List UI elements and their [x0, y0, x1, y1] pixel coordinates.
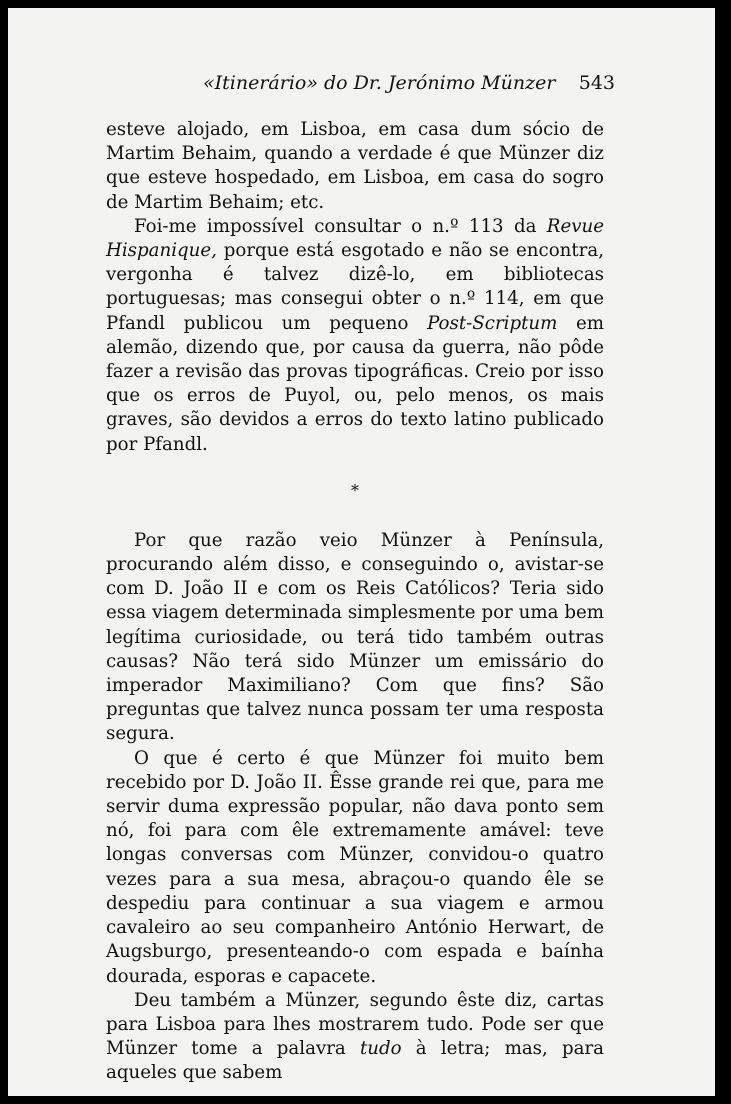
paragraph-2: Foi-me impossível consultar o n.º 113 da Revue Hispanique, porque está esgotado e não se encontra, vergonha é talvez dizê-lo, em bibliotecas portuguesas; mas consegui obter o n.º 114, em que Pfandl publicou um pequeno Post-Scriptum em alemão, dizendo que, por causa da guerra, não pôde fazer a revisão das provas tipográficas. Creio por isso que os erros de Puyol, ou, pelo menos, os mais graves, são devidos a erros do texto latino publicado por Pfandl. — [106, 215, 604, 455]
page-body — [106, 118, 604, 1086]
section-separator: * — [351, 480, 359, 500]
paragraph-5: Deu também a Münzer, segundo êste diz, cartas para Lisboa para lhes mostrarem tudo. Pode ser que Münzer tome a palavra tudo à letra; mas, para aqueles que sabem — [106, 989, 604, 1084]
page-number: 543 — [578, 72, 615, 94]
running-title: «Itinerário» do Dr. Jerónimo Münzer — [203, 72, 556, 94]
paragraph-1: esteve alojado, em Lisboa, em casa dum sócio de Martim Behaim, quando a verdade é que Münzer diz que esteve hospedado, em Lisboa, em casa do sogro de Martim Behaim; etc. — [106, 119, 604, 213]
post-scriptum-term: Post-Scriptum — [427, 312, 558, 334]
journal-title: Revue Hispanique, — [106, 215, 604, 262]
paragraph-3: Por que razão veio Münzer à Península, procurando além disso, e conseguindo o, avistar-se com D. João II e com os Reis Católicos? Teria sido essa viagem determinada simplesmente por uma bem legítima curiosidade, ou terá tido também outras causas? Não terá sido Münzer um emissário do imperador Maximiliano? Com que fins? São preguntas que talvez nunca possam ter uma resposta segura. — [106, 529, 604, 745]
book-page — [8, 8, 715, 1096]
running-header — [108, 72, 615, 100]
paragraph-4: O que é certo é que Münzer foi muito bem recebido por D. João II. Êsse grande rei que, para me servir duma expressão popular, não dava ponto sem nó, foi para com êle extremamente amável: teve longas conversas com Münzer, convidou-o quatro vezes para a sua mesa, abraçou-o quando êle se despediu para continuar a sua viagem e armou cavaleiro ao seu companheiro António Herwart, de Augsburgo, presenteando-o com espada e baínha dourada, esporas e capacete. — [106, 747, 604, 987]
emphasis-tudo: tudo — [359, 1038, 402, 1060]
